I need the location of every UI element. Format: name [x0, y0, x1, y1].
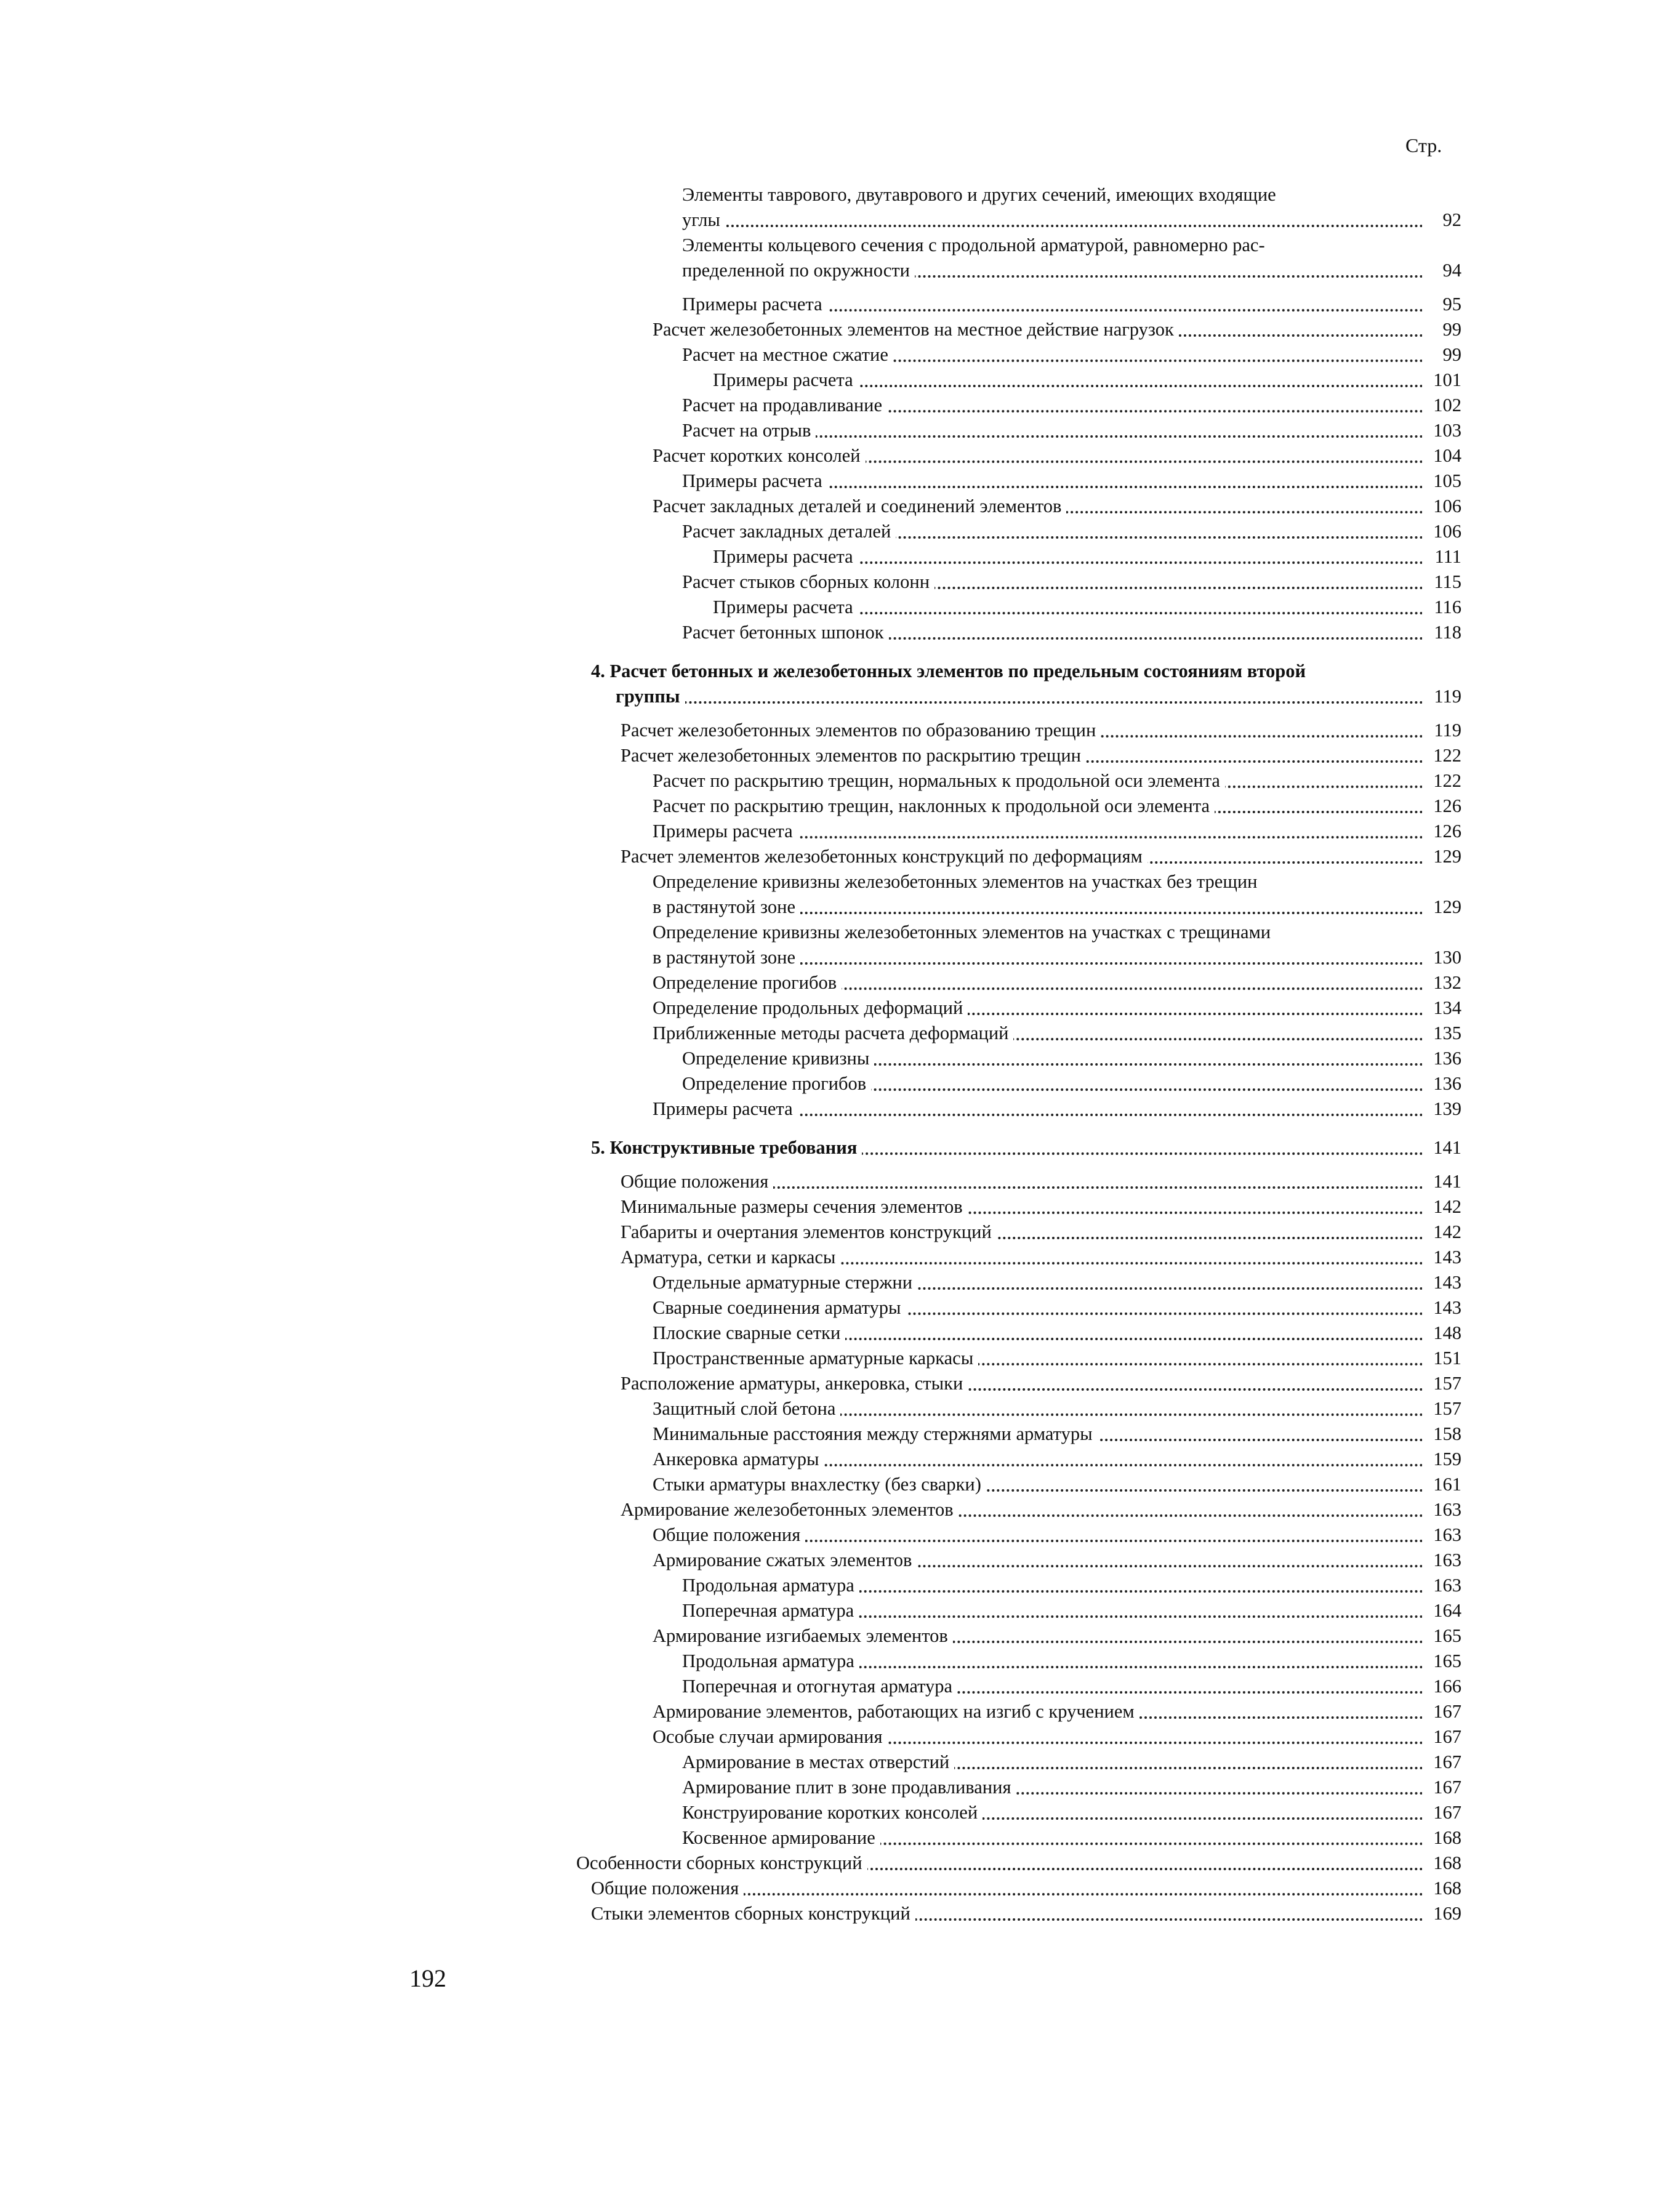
toc-entry-page: 139: [1422, 1096, 1461, 1122]
toc-entry: [653, 1623, 1461, 1649]
toc-entry: [682, 1775, 1461, 1800]
toc-entry-title: Стыки элементов сборных конструкций: [591, 1901, 915, 1926]
toc-entry-title: Определение прогибов: [653, 970, 842, 995]
toc-entry-title: в растянутой зоне: [653, 894, 800, 920]
toc-entry-page: 163: [1422, 1522, 1461, 1548]
toc-entry-page: 115: [1422, 569, 1461, 595]
toc-entry: [621, 844, 1461, 869]
toc-entry-page: 101: [1422, 368, 1461, 393]
toc-entry-page: 151: [1422, 1346, 1461, 1371]
toc-entry-page: 122: [1422, 768, 1461, 794]
toc-entry-page: 143: [1422, 1295, 1461, 1321]
toc-entry-title-line: Определение кривизны железобетонных элементов на участках с трещинами: [653, 922, 1274, 943]
toc-entry: [682, 569, 1461, 595]
toc-entry-title: Пространственные арматурные каркасы: [653, 1346, 978, 1371]
toc-entry-title-line: Элементы таврового, двутаврового и других сечений, имеющих входящие: [682, 184, 1280, 205]
toc-entry: [621, 1371, 1461, 1396]
toc-entry-title: Определение продольных деформаций: [653, 995, 968, 1021]
toc-entry: [653, 1346, 1461, 1371]
toc-entry-page: 163: [1422, 1573, 1461, 1598]
toc-entry-page: 132: [1422, 970, 1461, 995]
toc-entry: [713, 595, 1461, 620]
toc-entry: [653, 1548, 1461, 1573]
toc-entry: [682, 1825, 1461, 1851]
toc-entry: [621, 1194, 1461, 1220]
toc-entry-title: Поперечная и отогнутая арматура: [682, 1674, 957, 1699]
toc-entry-page: 126: [1422, 794, 1461, 819]
toc-entry-title: Определение прогибов: [682, 1071, 871, 1096]
toc-entry-title: Примеры расчета: [653, 819, 798, 844]
toc-entry-page: 135: [1422, 1021, 1461, 1046]
toc-entry: [653, 1321, 1461, 1346]
toc-entry: [653, 443, 1461, 468]
toc-entry-page: 94: [1422, 258, 1461, 283]
toc-entry: [682, 1750, 1461, 1775]
toc-entry: [682, 393, 1461, 418]
toc-entry-page: 104: [1422, 443, 1461, 468]
toc-entry-page: 129: [1422, 844, 1461, 869]
toc-entry-title: Продольная арматура: [682, 1573, 859, 1598]
toc-entry-title: Минимальные размеры сечения элементов: [621, 1194, 968, 1220]
toc-entry-title: Поперечная арматура: [682, 1598, 859, 1623]
toc-entry-page: 99: [1422, 317, 1461, 342]
toc-entry-page: 167: [1422, 1750, 1461, 1775]
toc-entry-page: 116: [1422, 595, 1461, 620]
toc-entry: [682, 1649, 1461, 1674]
toc-entry: [621, 1169, 1461, 1194]
toc-entry-title: Расчет элементов железобетонных конструкций по деформациям: [621, 844, 1147, 869]
toc-entry: [621, 718, 1461, 743]
toc-entry: [682, 1800, 1461, 1825]
toc-entry: [653, 768, 1461, 794]
toc-entry-title: Защитный слой бетона: [653, 1396, 840, 1421]
toc-entry-page: 102: [1422, 393, 1461, 418]
toc-entry-title: Расчет железобетонных элементов по раскрытию трещин: [621, 743, 1086, 768]
toc-entry-page: 105: [1422, 468, 1461, 494]
toc-entry-title: Примеры расчета: [713, 595, 858, 620]
toc-entry-title: Конструирование коротких консолей: [682, 1800, 983, 1825]
toc-entry-title: Отдельные арматурные стержни: [653, 1270, 917, 1295]
toc-entry-title: Расчет по раскрытию трещин, нормальных к продольной оси элемента: [653, 768, 1225, 794]
toc-entry-title: Габариты и очертания элементов конструкций: [621, 1220, 997, 1245]
toc-entry-page: 168: [1422, 1825, 1461, 1851]
toc-entry: [653, 1447, 1461, 1472]
toc-entry: [653, 995, 1461, 1021]
toc-entry-title: Расчет на отрыв: [682, 418, 816, 443]
toc-entry-page: 111: [1422, 544, 1461, 569]
dot-leader: [682, 225, 1423, 227]
toc-entry-page: 119: [1422, 684, 1461, 709]
toc-entry: [653, 1096, 1461, 1122]
toc-entry-title: Расчет закладных деталей: [682, 519, 896, 544]
toc-entry-title: Расчет закладных деталей и соединений элементов: [653, 494, 1066, 519]
toc-entry-page: 169: [1422, 1901, 1461, 1926]
toc-entry-page: 134: [1422, 995, 1461, 1021]
toc-entry: [653, 920, 1461, 970]
toc-entry: [653, 869, 1461, 920]
toc-entry-page: 168: [1422, 1851, 1461, 1876]
toc-entry-title: Примеры расчета: [713, 544, 858, 569]
toc-entry-title: Расчет по раскрытию трещин, наклонных к продольной оси элемента: [653, 794, 1215, 819]
toc-entry-page: 141: [1422, 1135, 1461, 1160]
toc-entry-title: Расчет железобетонных элементов по образованию трещин: [621, 718, 1101, 743]
toc-entry: [621, 1220, 1461, 1245]
toc-entry: [653, 1724, 1461, 1750]
toc-entry-page: 141: [1422, 1169, 1461, 1194]
toc-entry-title: Примеры расчета: [682, 468, 827, 494]
toc-entry-page: 118: [1422, 620, 1461, 645]
toc-entry-page: 161: [1422, 1472, 1461, 1497]
toc-entry-title: Косвенное армирование: [682, 1825, 880, 1851]
page-number: 192: [409, 1964, 446, 1992]
toc-entry-page: 159: [1422, 1447, 1461, 1472]
toc-entry-title: Общие положения: [621, 1169, 773, 1194]
toc-entry-page: 157: [1422, 1371, 1461, 1396]
toc-entry-page: 164: [1422, 1598, 1461, 1623]
toc-entry: [653, 1522, 1461, 1548]
toc-entry-page: 130: [1422, 945, 1461, 970]
toc-entry: [713, 544, 1461, 569]
toc-entry-title: Расположение арматуры, анкеровка, стыки: [621, 1371, 968, 1396]
toc-entry-page: 106: [1422, 494, 1461, 519]
toc-entry-title: Плоские сварные сетки: [653, 1321, 845, 1346]
toc-entry: [682, 418, 1461, 443]
toc-entry-title: Особенности сборных конструкций: [576, 1851, 867, 1876]
toc-entry-page: 142: [1422, 1194, 1461, 1220]
toc-entry-title: Минимальные расстояния между стержнями арматуры: [653, 1421, 1098, 1447]
toc-entry: [653, 317, 1461, 342]
toc-entry: [653, 494, 1461, 519]
toc-entry-page: 167: [1422, 1775, 1461, 1800]
toc-entry-title: Армирование плит в зоне продавливания: [682, 1775, 1016, 1800]
table-of-contents: [576, 182, 1461, 1926]
toc-entry-title: Расчет коротких консолей: [653, 443, 866, 468]
toc-entry-page: 126: [1422, 819, 1461, 844]
toc-entry-title: Особые случаи армирования: [653, 1724, 887, 1750]
toc-entry: [576, 1851, 1461, 1876]
toc-entry-page: 167: [1422, 1699, 1461, 1724]
toc-entry: [591, 1901, 1461, 1926]
toc-entry-title: Армирование железобетонных элементов: [621, 1497, 959, 1522]
toc-entry-title: группы: [616, 684, 685, 709]
toc-entry-title: Расчет на местное сжатие: [682, 342, 893, 368]
toc-entry: [682, 182, 1461, 233]
toc-entry-title-line: 4. Расчет бетонных и железобетонных элементов по предельным состояниям второй: [591, 661, 1309, 681]
toc-entry-title: 5. Конструктивные требования: [591, 1135, 862, 1160]
toc-entry: [682, 620, 1461, 645]
toc-entry-title: Армирование элементов, работающих на изгиб с кручением: [653, 1699, 1139, 1724]
toc-entry-page: 103: [1422, 418, 1461, 443]
toc-entry: [621, 1497, 1461, 1522]
toc-entry-page: 106: [1422, 519, 1461, 544]
toc-entry-title: Расчет на продавливание: [682, 393, 887, 418]
toc-entry: [591, 1876, 1461, 1901]
toc-entry-title-line: Определение кривизны железобетонных элементов на участках без трещин: [653, 871, 1261, 892]
toc-entry-page: 165: [1422, 1623, 1461, 1649]
toc-entry: [653, 1396, 1461, 1421]
toc-entry: [653, 1699, 1461, 1724]
toc-entry-page: 136: [1422, 1071, 1461, 1096]
toc-entry: [682, 1674, 1461, 1699]
toc-entry: [591, 1135, 1461, 1160]
toc-entry-title: Анкеровка арматуры: [653, 1447, 824, 1472]
toc-entry: [682, 1573, 1461, 1598]
toc-entry-page: 168: [1422, 1876, 1461, 1901]
toc-entry: [682, 233, 1461, 283]
toc-entry-title: Сварные соединения арматуры: [653, 1295, 906, 1321]
toc-entry: [621, 743, 1461, 768]
toc-entry-title: Стыки арматуры внахлестку (без сварки): [653, 1472, 986, 1497]
toc-entry-title: Продольная арматура: [682, 1649, 859, 1674]
toc-entry: [653, 1472, 1461, 1497]
page-column-header: Стр.: [1405, 134, 1442, 156]
toc-entry: [621, 1245, 1461, 1270]
toc-entry: [653, 1021, 1461, 1046]
toc-entry-title: углы: [682, 207, 725, 233]
toc-entry-title: Армирование изгибаемых элементов: [653, 1623, 953, 1649]
toc-entry-page: 167: [1422, 1800, 1461, 1825]
toc-entry: [713, 368, 1461, 393]
toc-entry-page: 167: [1422, 1724, 1461, 1750]
toc-entry-page: 95: [1422, 292, 1461, 317]
dot-leader: [616, 701, 1423, 704]
toc-entry-title: Определение кривизны: [682, 1046, 874, 1071]
toc-entry: [653, 819, 1461, 844]
toc-entry-page: 92: [1422, 207, 1461, 233]
toc-entry-title: Расчет железобетонных элементов на местное действие нагрузок: [653, 317, 1179, 342]
toc-entry-title: Армирование сжатых элементов: [653, 1548, 917, 1573]
toc-entry-title: Армирование в местах отверстий: [682, 1750, 954, 1775]
toc-entry-page: 166: [1422, 1674, 1461, 1699]
toc-entry-title: Расчет бетонных шпонок: [682, 620, 889, 645]
toc-entry-title: Арматура, сетки и каркасы: [621, 1245, 840, 1270]
toc-entry-page: 148: [1422, 1321, 1461, 1346]
toc-entry-title: Примеры расчета: [653, 1096, 798, 1122]
toc-entry-title: Примеры расчета: [713, 368, 858, 393]
toc-entry: [653, 1421, 1461, 1447]
toc-entry-page: 129: [1422, 894, 1461, 920]
toc-entry-page: 157: [1422, 1396, 1461, 1421]
toc-entry-title: Примеры расчета: [682, 292, 827, 317]
toc-entry: [591, 659, 1461, 709]
toc-entry-page: 99: [1422, 342, 1461, 368]
toc-entry-page: 136: [1422, 1046, 1461, 1071]
toc-entry-page: 158: [1422, 1421, 1461, 1447]
toc-entry-title: Общие положения: [653, 1522, 805, 1548]
toc-entry-page: 143: [1422, 1270, 1461, 1295]
toc-entry-page: 122: [1422, 743, 1461, 768]
toc-entry: [682, 1046, 1461, 1071]
toc-entry-title: пределенной по окружности: [682, 258, 915, 283]
toc-entry-page: 142: [1422, 1220, 1461, 1245]
toc-entry-title: в растянутой зоне: [653, 945, 800, 970]
toc-entry-title: Расчет стыков сборных колонн: [682, 569, 934, 595]
toc-entry: [653, 970, 1461, 995]
toc-entry-page: 143: [1422, 1245, 1461, 1270]
toc-entry-title: Общие положения: [591, 1876, 744, 1901]
toc-entry: [682, 519, 1461, 544]
toc-entry: [682, 1071, 1461, 1096]
toc-entry-page: 163: [1422, 1548, 1461, 1573]
toc-entry-title-line: Элементы кольцевого сечения с продольной арматурой, равномерно рас-: [682, 235, 1269, 255]
toc-entry: [682, 468, 1461, 494]
toc-entry-title: Приближенные методы расчета деформаций: [653, 1021, 1013, 1046]
toc-entry: [682, 342, 1461, 368]
toc-entry-page: 165: [1422, 1649, 1461, 1674]
toc-entry-page: 163: [1422, 1497, 1461, 1522]
toc-entry: [682, 1598, 1461, 1623]
toc-entry-page: 119: [1422, 718, 1461, 743]
toc-entry: [653, 794, 1461, 819]
toc-entry: [653, 1270, 1461, 1295]
toc-entry: [653, 1295, 1461, 1321]
toc-entry: [682, 292, 1461, 317]
